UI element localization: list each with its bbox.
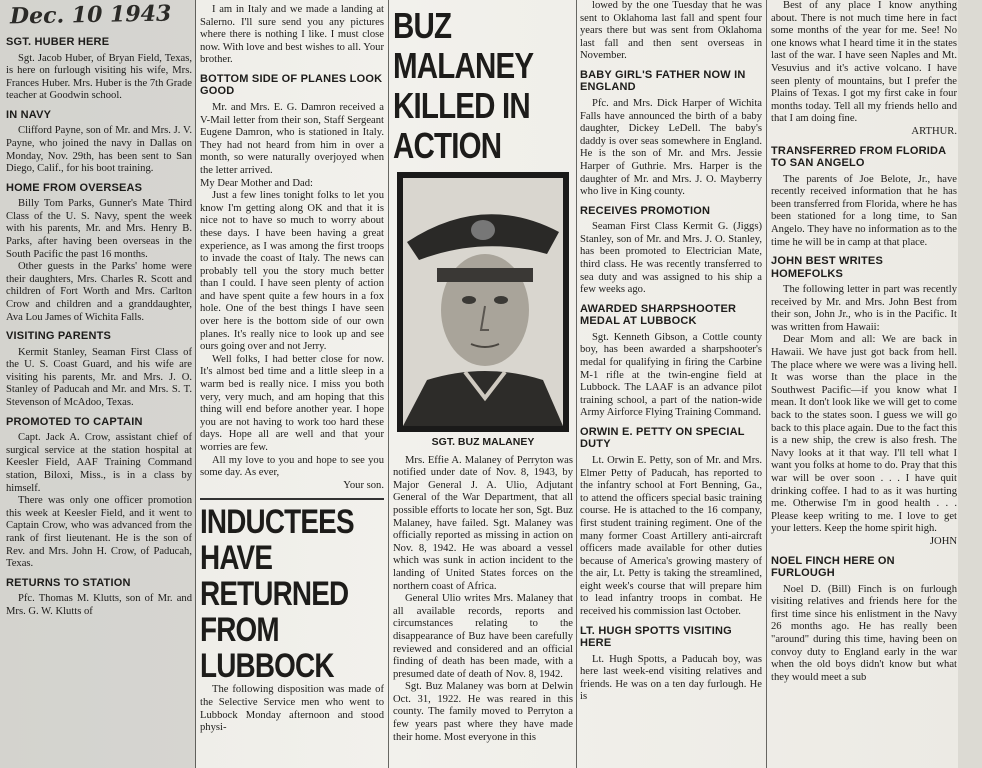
headline-inductees: INDUCTEES HAVE RETURNED FROM LUBBOCK — [200, 503, 354, 686]
article-visiting-parents: Kermit Stanley, Seaman First Class of the U. S. Coast Guard, and his wife are visiting his parents, Mr. and Mrs. J. O. Stanley of Paducah and Mr. and Mrs. S. T. Stevenson of McAdoo, Texas. — [6, 346, 192, 409]
letter-body-1: Just a few lines tonight folks to let you know I'm getting along OK and that it is nice not to have so much to worry about these days. I have been having a great experience, as I was among the first troops to invade the coast of Italy. The news can probably tell you the story much better than I could. I have seen plenty of action and have spent quite a few hours in a fox hole. One of the best things I have seen over here is the bottom side of our own planes. It's really nice to look up and see ours going over and not Jerry. — [200, 190, 384, 353]
letter-continued: I am in Italy and we made a landing at Salerno. I'll sure send you any pictures where there is nothing I like. I must close now. With love and best wishes to all. Your brother. — [200, 4, 384, 66]
headline-john-best: JOHN BEST WRITES HOMEFOLKS — [771, 255, 883, 280]
headline-returns-station: RETURNS TO STATION — [6, 576, 131, 589]
headline-huber: SGT. HUBER HERE — [6, 36, 110, 48]
section-divider — [200, 498, 384, 500]
article-home-overseas-2: Other guests in the Parks' home were their daughters, Mrs. Charles R. Scott and children of Fort Worth and Mrs. Carlton Crow and children and a granddaughter, Ava Lou James of Wichita Falls. — [6, 261, 192, 323]
column-rule — [576, 0, 577, 768]
article-john-best-intro: The following letter in part was recently received by Mr. and Mrs. John Best from their son, John Jr., who is in the Pacific. It was written from Hawaii: — [771, 284, 957, 333]
article-malaney-1: Mrs. Effie A. Malaney of Perryton was notified under date of Nov. 8, 1943, by Major General J. A. Ulio, Adjutant General of the War Department, that all possible efforts to locate her son, Sgt. Buz Malaney, have failed. Sgt. Malaney was officially reported as missing in action on Nov. 8, 1942. He was aboard a vessel which was sunk in action incident to the landing of United States forces on the northern coast of Africa. — [393, 454, 573, 592]
letter-signature: Your son. — [343, 479, 384, 491]
article-spotts: Lt. Hugh Spotts, a Paducah boy, was here last week-end visiting relatives and friends. He was on a ten day furlough. He is — [580, 653, 762, 703]
headline-receives-promotion: RECEIVES PROMOTION — [580, 204, 711, 217]
article-promoted-captain-2: There was only one officer promotion this week at Keesler Field, and it went to Captain Crow, who was advanced from the rank of first lieutenant. He is the son of Rev. and Mrs. John H. Crow, of Paducah, Texas. — [6, 495, 192, 570]
letter-salutation: My Dear Mother and Dad: — [200, 177, 313, 189]
article-continued-top: lowed by the one Tuesday that he was sent to Oklahoma last fall and spent four years there but was sent from Oklahoma last fall and then sent overseas in November. — [580, 0, 762, 62]
column-rule — [766, 0, 767, 768]
letter-arthur: Best of any place I know anything about. There is not much time here in fact some months of the year for me. See! No one knows what I heard time it in the states last of the war. I have seen Naples and Mt. Vesuvius and it's active volcano. I have seen plenty of mountains, but I prefer the Plains of Texas. I got my first cake in four months today. Tell all my friends hello and that I am doing fine. — [771, 0, 957, 125]
headline-petty: ORWIN E. PETTY ON SPECIAL DUTY — [580, 425, 745, 451]
column-3 — [393, 0, 573, 768]
page-edge — [958, 0, 982, 768]
headline-sharpshooter: AWARDED SHARPSHOOTER MEDAL AT LUBBOCK — [580, 302, 737, 328]
portrait-photo — [397, 172, 569, 432]
article-transferred: The parents of Joe Belote, Jr., have recently received information that he has been transferred from Florida, where he has been stationed for a long time, to San Angelo. They have no information as to the time he will be in camp at that place. — [771, 173, 957, 248]
column-4 — [580, 0, 762, 768]
column-5 — [771, 0, 957, 768]
letter-john-best: Dear Mom and all: We are back in Hawaii. We have just got back from hell. The place where we were was a living hell. It was worse than the place in the Southwest Pacific—if you know what I mean. It don't look like we will get to come back to the states soon. I guess we will go back to this place again. Due to the fact this is a new ship, the crew is also fresh. The Navy looks at it that way. I'll tell what I want you folks at home to do. Pray that this war will be over soon . . . I have quit drinking coffee. I had to as it was hurting me. Otherwise I'm in good health . . . Please keep writing to me. I love to get your letters. Keep the home spirit high. — [771, 334, 957, 535]
headline-navy: IN NAVY — [6, 108, 52, 121]
article-promoted-captain-1: Capt. Jack A. Crow, assistant chief of surgical service at the station hospital at Keesler Field, AAF Training Command station, Biloxi, Miss., is in a class by himself. — [6, 432, 192, 494]
column-2 — [200, 0, 384, 768]
photo-caption: SGT. BUZ MALANEY — [431, 436, 535, 448]
article-noel-finch: Noel D. (Bill) Finch is on furlough visiting relatives and friends here for the first time since his enlistment in the Navy 26 months ago. He has really been "around" during this time, having been on convoy duty to England early in the war when the old boys didn't know but what they would meet a sub — [771, 583, 957, 683]
letter-body-3: All my love to you and hope to see you some day. As ever, — [200, 454, 384, 479]
headline-malaney: BUZ MALANEY KILLED IN ACTION — [393, 5, 533, 166]
soldier-portrait-image — [397, 172, 569, 432]
article-malaney-3: Sgt. Buz Malaney was born at Delwin Oct. 31, 1922. He was reared in this county. The family moved to Perryton a few years past where they have made their home. Most everyone in this — [393, 681, 573, 743]
headline-transferred: TRANSFERRED FROM FLORIDA TO SAN ANGELO — [771, 144, 946, 170]
headline-spotts: LT. HUGH SPOTTS VISITING HERE — [580, 624, 732, 650]
headline-visiting-parents: VISITING PARENTS — [6, 330, 112, 343]
headline-noel-finch: NOEL FINCH HERE ON FURLOUGH — [771, 554, 895, 580]
letter-body-2: Well folks, I had better close for now. It's almost bed time and a little sleep in a warm bed is really nice. I miss you both very, very much, and am hoping that this thing will end before another year. I hope you are not having to work too hard these days. Hope all are well and that your worries are few. — [200, 353, 384, 453]
article-sharpshooter: Sgt. Kenneth Gibson, a Cottle county boy, has been awarded a sharpshooter's medal for qualifying in firing the Carbine M-1 rifle at the twin-engine field at Lubbock. The LAAF is an advance pilot training school, a part of the nation-wide Army Airforce Flying Training Command. — [580, 331, 762, 419]
article-home-overseas-1: Billy Tom Parks, Gunner's Mate Third Class of the U. S. Navy, spent the week with his parents, Mr. and Mrs. Henry B. Parks, after having been overseas in the South Pacific the past 16 months. — [6, 198, 192, 260]
article-petty: Lt. Orwin E. Petty, son of Mr. and Mrs. Elmer Petty of Paducah, has reported to the infantry school at Fort Benning, Ga., to attend the officers special basic training course. He is attached to the 16 company, first student training regiment. One of the many former Coast Artillery anti-aircraft officers made available for other duties because of America's growing mastery of the air, Lt. Petty is taking the streamlined, eight week's course that will prepare him to lead infantry troops in combat. He received his commission last October. — [580, 454, 762, 618]
headline-baby-girl: BABY GIRL'S FATHER NOW IN ENGLAND — [580, 68, 746, 94]
headline-home-overseas: HOME FROM OVERSEAS — [6, 181, 143, 194]
article-baby-girl: Pfc. and Mrs. Dick Harper of Wichita Falls have announced the birth of a baby daughter, Dickey LeDell. The baby's daddy is over seas somewhere in England. He is the son of Mr. and Mrs. Jessie Harper of Guthrie. Mrs. Harper is the daughter of Mr. and Mrs. J. O. Mayberry who live in King county. — [580, 97, 762, 198]
column-1 — [6, 0, 192, 768]
headline-promoted-captain: PROMOTED TO CAPTAIN — [6, 415, 143, 428]
article-returns-station: Pfc. Thomas M. Klutts, son of Mr. and Mrs. G. W. Klutts of — [6, 593, 192, 617]
article-malaney-2: General Ulio writes Mrs. Malaney that all available records, reports and circumstances relating to the disappearance of Buz have been carefully reviewed and considered and an official finding of death has been made, with a presumed date of death of Nov. 8, 1942. — [393, 593, 573, 680]
article-navy: Clifford Payne, son of Mr. and Mrs. J. V. Payne, who joined the navy in Dallas on Monday, Nov. 29th, has been sent to San Diego, Calif., for his boot training. — [6, 125, 192, 175]
article-huber: Sgt. Jacob Huber, of Bryan Field, Texas, is here on furlough visiting his wife, Mrs. Frances Huber. Mrs. Huber is the 7th Grade teacher at Goodwin school. — [6, 52, 192, 102]
column-rule — [195, 0, 196, 768]
article-receives-promotion: Seaman First Class Kermit G. (Jiggs) Stanley, son of Mr. and Mrs. J. O. Stanley, has been promoted to Electrician Mate, third class. He was recently transferred to sea duty and was assigned to his ship a few weeks ago. — [580, 221, 762, 296]
letter-arthur-signature: ARTHUR. — [911, 125, 957, 137]
article-damron-intro: Mr. and Mrs. E. G. Damron received a V-Mail letter from their son, Staff Sergeant Eugene Damron, who is stationed in Italy. They had not heard from him in over a month, so were naturally overjoyed when the letter arrived. — [200, 101, 384, 176]
letter-john-signature: JOHN — [929, 535, 957, 547]
article-inductees: The following disposition was made of the Selective Service men who went to Lubbock Monday afternoon and stood physi- — [200, 684, 384, 734]
handwritten-date: Dec. 10 1943 — [9, 0, 172, 30]
headline-bottom-side-planes: BOTTOM SIDE OF PLANES LOOK GOOD — [200, 72, 383, 98]
column-rule — [388, 0, 389, 768]
